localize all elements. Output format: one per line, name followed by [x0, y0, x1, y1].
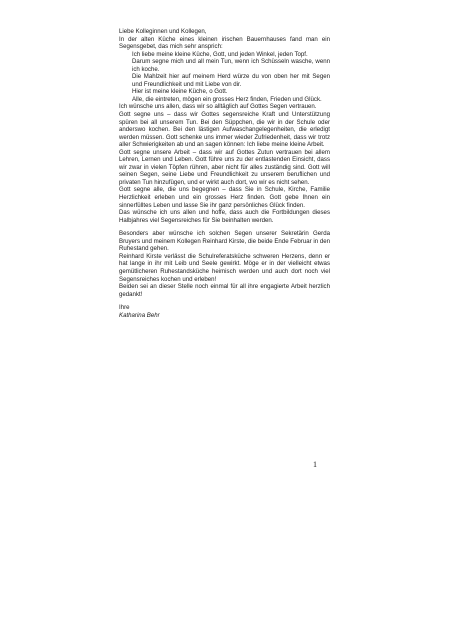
signature-name: Katharina Behr — [119, 311, 160, 319]
intro-paragraph: In der alten Küche eines kleinen irischen Bauernhauses fand man ein Segensgebet, das mich sehr ansprich: — [119, 35, 330, 51]
poem-line: Alle, die eintreten, mögen ein grosses Herz finden, Frieden und Glück. — [132, 95, 322, 103]
page-number: 1 — [313, 460, 317, 469]
body-paragraph: Gott segne alle, die uns begegnen – dass Sie in Schule, Kirche, Familie Herzlichkeit erleben und ein grosses Herz finden. Gott gebe Ihnen ein sinnerfülltes Leben und lasse Sie ihr ganz persönliches Glück finden. — [119, 186, 330, 209]
body-paragraph: Ich wünsche uns allen, dass wir so alltäglich auf Gottes Segen vertrauen. — [119, 103, 317, 111]
salutation: Liebe Kolleginnen und Kollegen, — [119, 28, 207, 35]
body-paragraph: Gott segne unsere Arbeit – dass wir auf Gottes Zutun vertrauen bei allem Lehren, Lernen und Leben. Gott führe uns zu der entlastenden Einsicht, dass wir zwar in vielen Töpfen rühren, aber nicht für alles zuständig sind. Gott will seinen Segen, seine Liebe und Freundlichkeit zu unserem beruflichen und privaten Tun hinzufügen, und er wirkt auch dort, wo wir es nicht sehen. — [119, 148, 330, 186]
body-paragraph: Das wünsche ich uns allen und hoffe, dass auch die Fortbildungen dieses Halbjahres viel Segensreiches für Sie beinhalten werden. — [119, 209, 330, 224]
body-paragraph: Besonders aber wünsche ich solchen Segen unserer Sekretärin Gerda Bruyers und meinem Kollegen Reinhard Kirste, die beide Ende Februar in den Ruhestand gehen. — [119, 230, 330, 253]
blessing-poem — [119, 51, 330, 104]
body-paragraph: Beiden sei an dieser Stelle noch einmal für all ihre engagierte Arbeit herzlich gedankt! — [119, 283, 330, 298]
poem-line: Die Mahlzeit hier auf meinem Herd würze du von oben her mit Segen und Freundlichkeit und mit Liebe von dir. — [132, 73, 330, 88]
poem-line: Ich liebe meine kleine Küche, Gott, und jeden Winkel, jeden Topf. — [132, 50, 308, 58]
letter-body — [119, 28, 330, 319]
poem-line: Darum segne mich und all mein Tun, wenn ich Schüsseln wasche, wenn ich koche. — [132, 58, 330, 73]
closing: Ihre — [119, 304, 130, 312]
body-paragraph: Reinhard Kirste verlässt die Schulreferatsküche schweren Herzens, denn er hat lange in ihr mit Leib und Seele gewirkt. Möge er in der vielleicht etwas gemütlicheren Ruhestandsküche heimisch werden und auch dort noch viel Segensreiches kochen und erleben! — [119, 252, 330, 283]
poem-line: Hier ist meine kleine Küche, o Gott. — [132, 88, 228, 96]
body-paragraph: Gott segne uns – dass wir Gottes segensreiche Kraft und Unterstützung spüren bei all unserem Tun. Bei den Süppchen, die wir in der Schule oder anderswo kochen. Bei den lästigen Aufwaschangelegenheiten, die erledigt werden müssen. Gott schenke uns immer wieder Zufriedenheit, dass wir trotz aller Schwierigkeiten ab und an sagen können: Ich liebe meine kleine Arbeit. — [119, 111, 330, 149]
